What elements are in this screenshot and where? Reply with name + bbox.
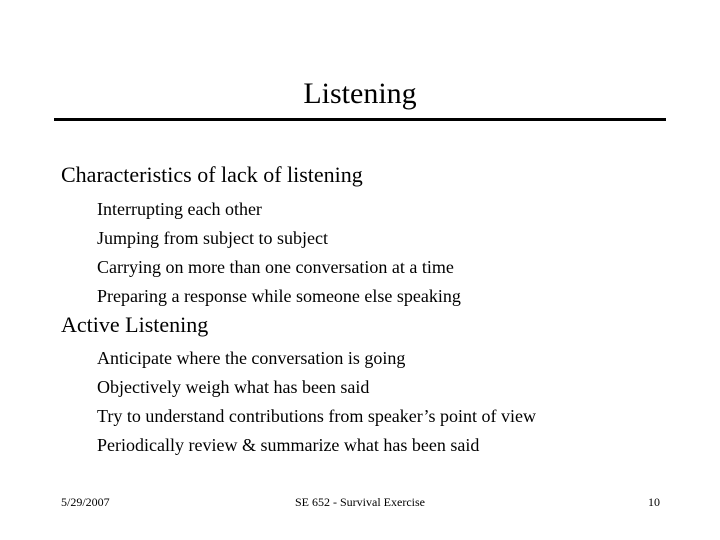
footer-page-number: 10 xyxy=(648,495,660,509)
list-item: Try to understand contributions from speaker’s point of view xyxy=(97,406,536,426)
list-item: Carrying on more than one conversation at a time xyxy=(97,257,454,277)
slide-title: Listening xyxy=(303,77,417,110)
list-item: Interrupting each other xyxy=(97,199,262,219)
list-item: Anticipate where the conversation is going xyxy=(97,348,406,368)
footer-course-title: SE 652 - Survival Exercise xyxy=(295,495,425,509)
section-heading-lack-of-listening: Characteristics of lack of listening xyxy=(61,162,363,187)
section-heading-active-listening: Active Listening xyxy=(61,312,209,337)
bullet-list-lack-of-listening xyxy=(97,195,461,311)
list-item: Periodically review & summarize what has been said xyxy=(97,435,480,455)
footer-date: 5/29/2007 xyxy=(61,495,110,509)
bullet-list-active-listening xyxy=(97,344,536,460)
list-item: Objectively weigh what has been said xyxy=(97,377,370,397)
title-divider xyxy=(54,118,666,121)
list-item: Preparing a response while someone else speaking xyxy=(97,286,461,306)
list-item: Jumping from subject to subject xyxy=(97,228,328,248)
